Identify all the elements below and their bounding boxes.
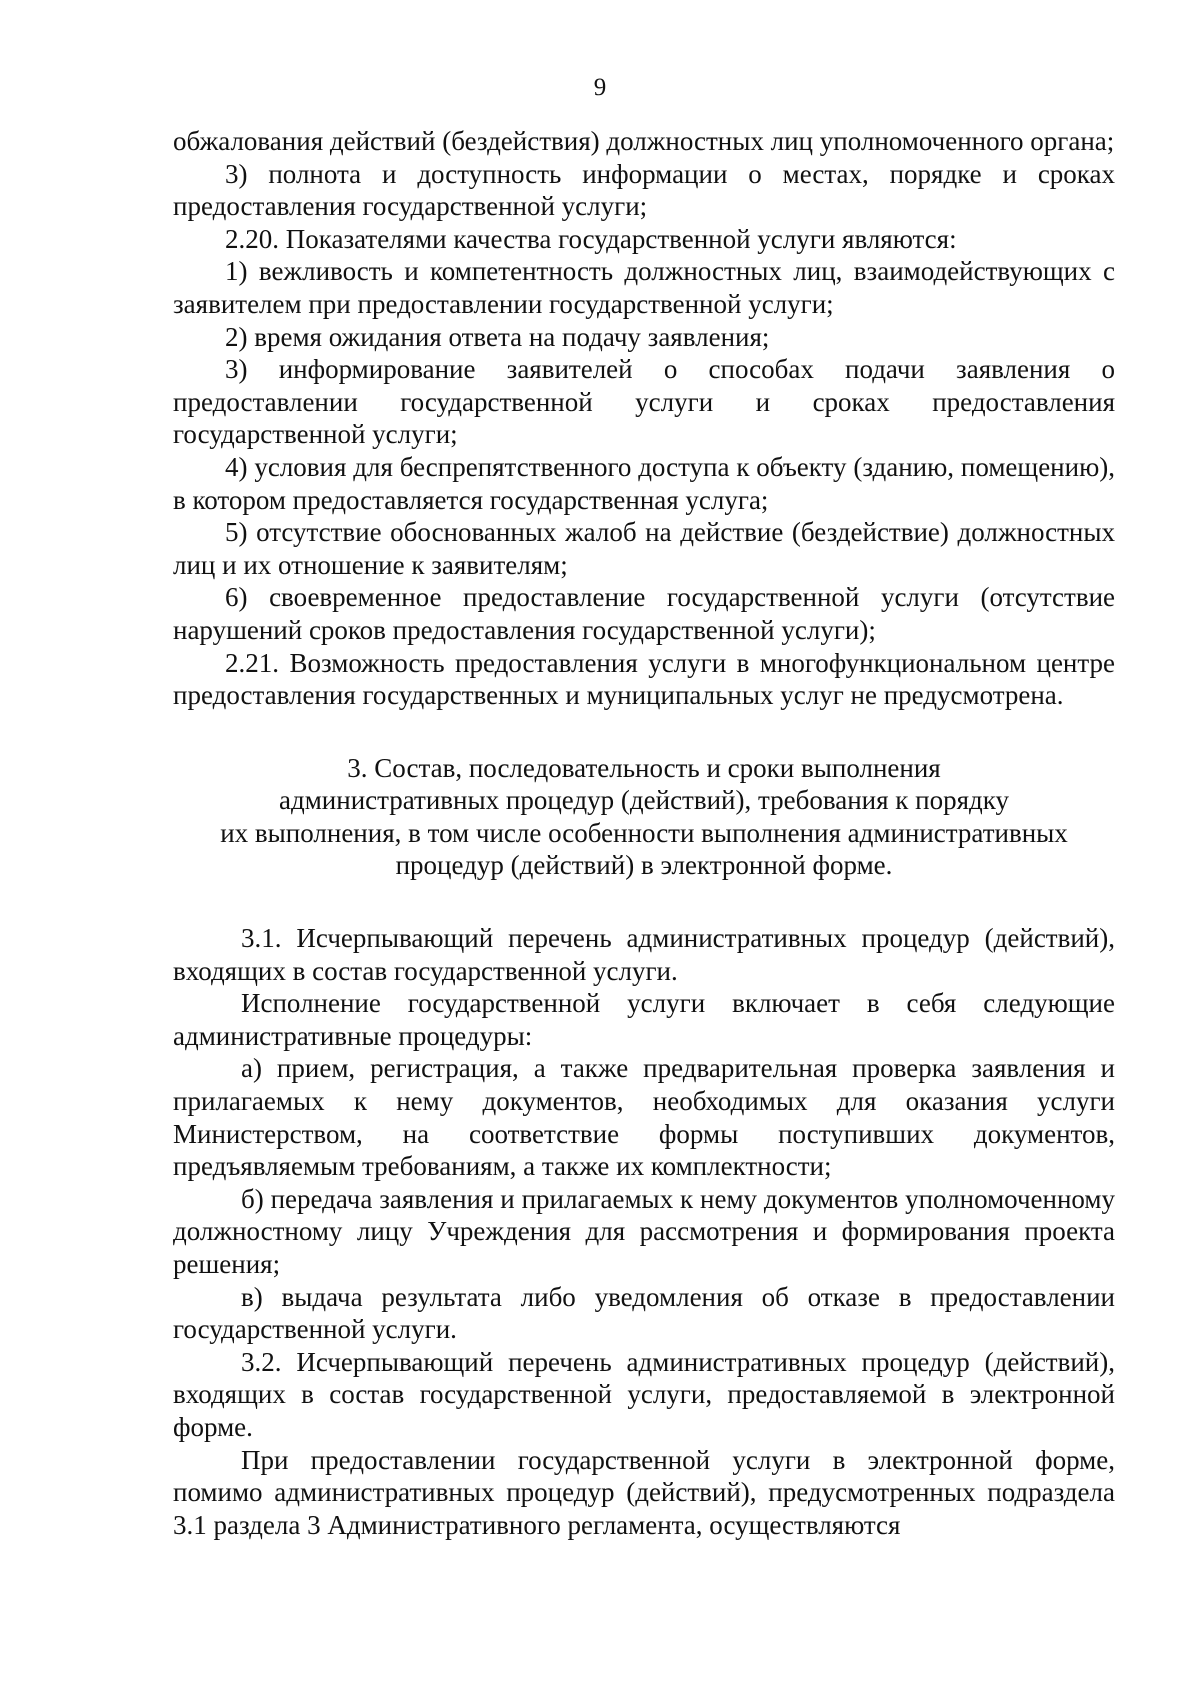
paragraph: 3.1. Исчерпывающий перечень административных процедур (действий), входящих в состав государственной услуги. <box>173 923 1115 986</box>
paragraph: а) прием, регистрация, а также предварительная проверка заявления и прилагаемых к нему документов, необходимых для оказания услуги Министерством, на соответствие формы поступивших документов, предъявляемым требованиям, а также их комплектности; <box>173 1053 1115 1182</box>
paragraph: обжалования действий (бездействия) должностных лиц уполномоченного органа; <box>173 126 1115 156</box>
section-heading-line: 3. Состав, последовательность и сроки выполнения <box>347 752 941 783</box>
paragraph: Исполнение государственной услуги включает в себя следующие административные процедуры: <box>173 988 1115 1051</box>
paragraph: 6) своевременное предоставление государственной услуги (отсутствие нарушений сроков предоставления государственной услуги); <box>173 582 1115 645</box>
paragraph: 4) условия для беспрепятственного доступа к объекту (зданию, помещению), в котором предоставляется государственная услуга; <box>173 451 1115 515</box>
paragraph: б) передача заявления и прилагаемых к нему документов уполномоченному должностному лицу Учреждения для рассмотрения и формирования проекта решения; <box>173 1183 1115 1279</box>
paragraphs-top <box>173 125 1115 712</box>
paragraph: 2) время ожидания ответа на подачу заявления; <box>225 321 770 352</box>
document-body <box>173 125 1115 1541</box>
paragraph: 3.2. Исчерпывающий перечень административных процедур (действий), входящих в состав государственной услуги, предоставляемой в электронной форме. <box>173 1346 1115 1442</box>
section-heading-line: их выполнения, в том числе особенности выполнения административных <box>220 817 1068 848</box>
paragraph: 3) информирование заявителей о способах подачи заявления о предоставлении государственной услуги и сроках предоставления государственной услуги; <box>173 354 1115 450</box>
paragraph: в) выдача результата либо уведомления об отказе в предоставлении государственной услуги. <box>173 1281 1115 1345</box>
paragraph: 3) полнота и доступность информации о местах, порядке и сроках предоставления государственной услуги; <box>173 158 1115 222</box>
section-heading <box>173 752 1115 882</box>
section-heading-line: административных процедур (действий), требования к порядку <box>279 785 1009 816</box>
paragraph: При предоставлении государственной услуги в электронной форме, помимо административных процедур (действий), предусмотренных подраздела 3.1 раздела 3 Административного регламента, осуществляются <box>173 1444 1115 1540</box>
section-heading-line: процедур (действий) в электронной форме. <box>395 850 893 881</box>
paragraph: 5) отсутствие обоснованных жалоб на действие (бездействие) должностных лиц и их отношение к заявителям; <box>173 517 1115 580</box>
paragraph: 1) вежливость и компетентность должностных лиц, взаимодействующих с заявителем при предоставлении государственной услуги; <box>173 256 1115 319</box>
paragraphs-bottom <box>173 922 1115 1541</box>
page-number: 9 <box>593 74 607 101</box>
paragraph: 2.20. Показателями качества государственной услуги являются: <box>225 223 957 254</box>
paragraph: 2.21. Возможность предоставления услуги в многофункциональном центре предоставления государственных и муниципальных услуг не предусмотрена. <box>173 647 1115 711</box>
